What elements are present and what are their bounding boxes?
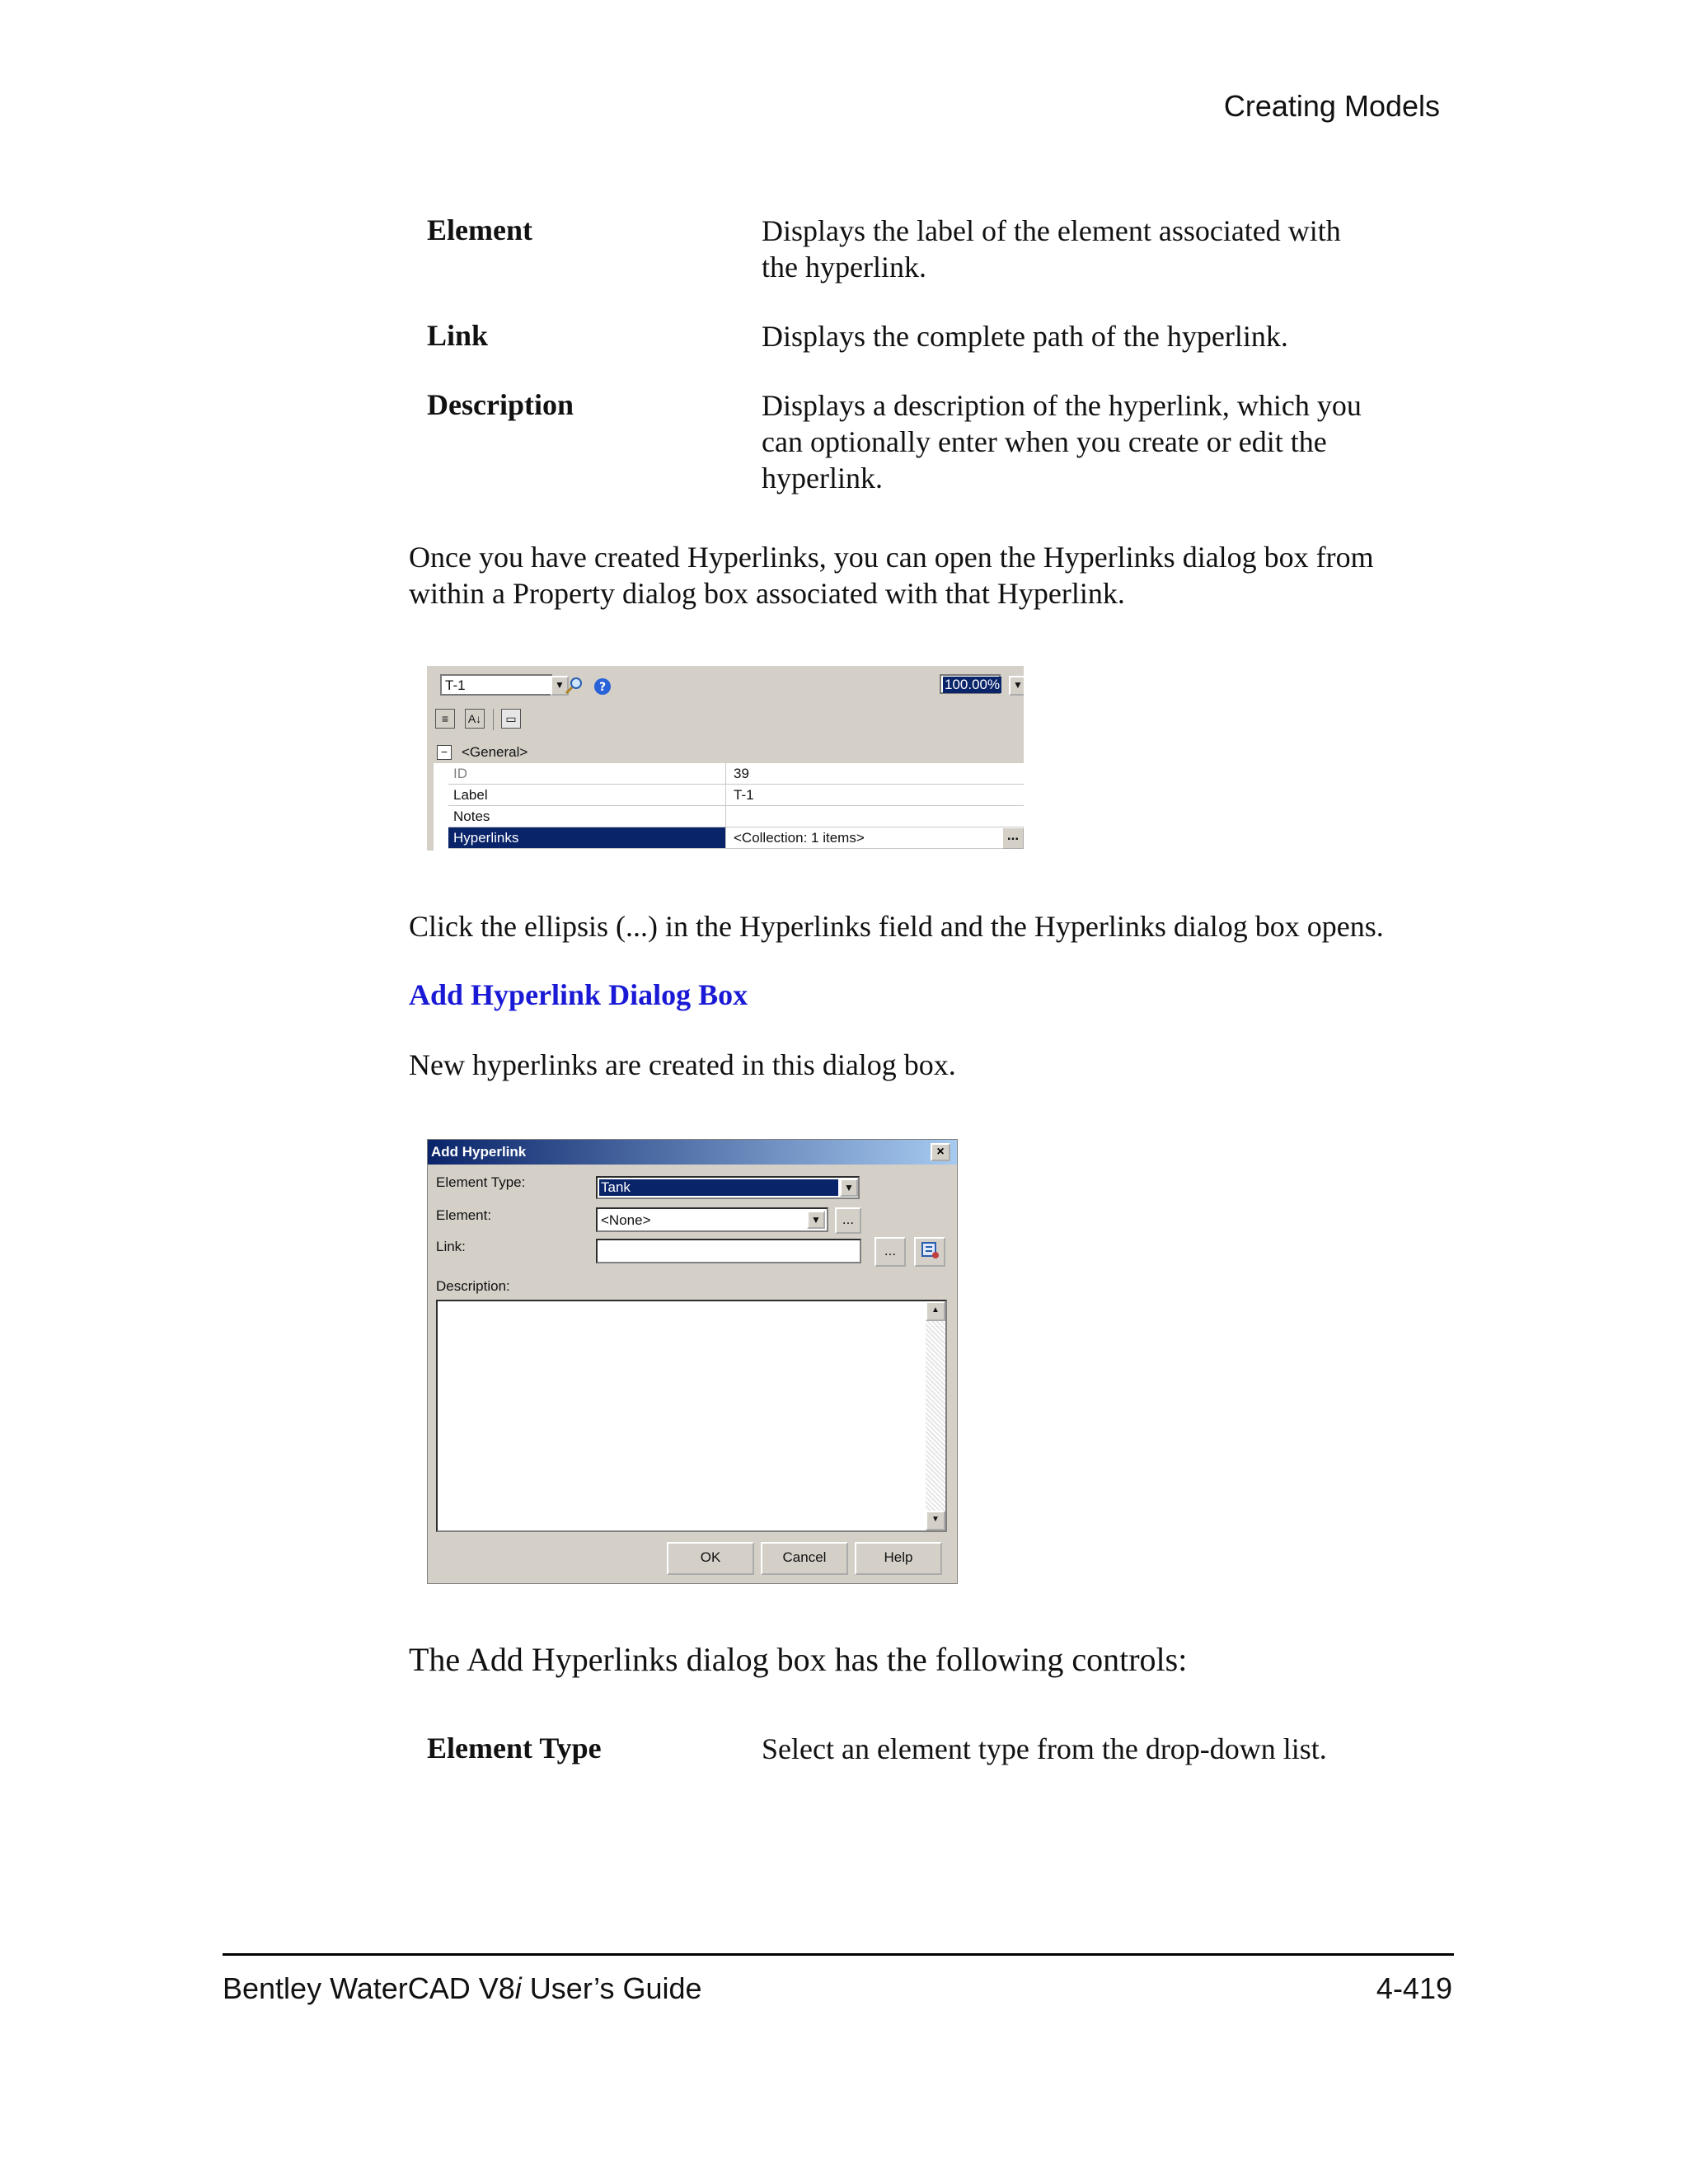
grid-toolbar xyxy=(427,702,1024,735)
desc-element-type: Select an element type from the drop-down list. xyxy=(762,1732,1327,1765)
chevron-down-icon[interactable]: ▼ xyxy=(807,1211,825,1229)
row-value: 39 xyxy=(734,766,749,781)
svg-text:?: ? xyxy=(598,681,607,694)
para-line: Once you have created Hyperlinks, you can open the Hyperlinks dialog box from xyxy=(409,541,1374,574)
desc-line: the hyperlink. xyxy=(762,251,926,284)
link-open-icon[interactable] xyxy=(914,1237,945,1267)
desc-line: Displays the label of the element associated with xyxy=(762,214,1341,247)
running-header: Creating Models xyxy=(1223,89,1440,123)
desc-line: Displays the complete path of the hyperlink. xyxy=(762,320,1288,353)
element-value: <None> xyxy=(601,1212,651,1228)
grid-row-label[interactable] xyxy=(448,785,1024,806)
close-icon[interactable]: × xyxy=(931,1143,950,1161)
row-label: Notes xyxy=(453,808,490,824)
property-grid xyxy=(434,742,1024,851)
element-combo[interactable] xyxy=(440,674,552,696)
term-link: Link xyxy=(427,319,489,352)
dialog-titlebar xyxy=(428,1140,957,1165)
term-element-type: Element Type xyxy=(427,1732,602,1765)
footer-rule xyxy=(223,1953,1454,1956)
scroll-down-icon[interactable]: ▼ xyxy=(926,1511,945,1530)
row-value: T-1 xyxy=(734,787,754,803)
column-divider xyxy=(725,806,726,827)
footer-title-suffix: User’s Guide xyxy=(521,1971,702,2005)
magnifier-icon[interactable] xyxy=(564,676,585,696)
zoom-value: 100.00% xyxy=(945,677,1001,692)
property-grid-screenshot xyxy=(427,666,1024,851)
element-label: Element: xyxy=(436,1207,492,1223)
element-type-value: Tank xyxy=(599,1179,838,1196)
element-type-label: Element Type: xyxy=(436,1174,526,1190)
para-line: within a Property dialog box associated with that Hyperlink. xyxy=(409,577,1125,610)
footer-title-italic: i xyxy=(514,1971,522,2005)
pages-icon[interactable]: ▭ xyxy=(501,709,521,729)
categorized-icon[interactable]: ≡ xyxy=(435,709,455,729)
term-description: Description xyxy=(427,388,574,421)
element-combo-value: T-1 xyxy=(445,677,466,693)
column-divider xyxy=(725,763,726,784)
cancel-button[interactable]: Cancel xyxy=(761,1542,848,1575)
desc-link xyxy=(762,318,1288,354)
category-label: <General> xyxy=(462,744,528,760)
toolbar-divider xyxy=(493,709,494,730)
help-button[interactable]: Help xyxy=(855,1542,942,1575)
dialog-title: Add Hyperlink xyxy=(431,1144,527,1160)
collapse-icon[interactable]: − xyxy=(437,745,452,760)
paragraph-new-hyperlinks: New hyperlinks are created in this dialog box. xyxy=(409,1048,956,1081)
section-heading: Add Hyperlink Dialog Box xyxy=(409,978,748,1011)
paragraph-intro xyxy=(409,539,1374,612)
row-label: Hyperlinks xyxy=(453,830,519,846)
add-hyperlink-dialog xyxy=(427,1139,958,1584)
link-browse-button[interactable]: ... xyxy=(874,1237,906,1267)
desc-element xyxy=(762,213,1341,285)
paragraph-ellipsis: Click the ellipsis (...) in the Hyperlinks field and the Hyperlinks dialog box opens. xyxy=(409,910,1384,943)
page-number: 4-419 xyxy=(1376,1971,1452,2005)
desc-description xyxy=(762,387,1362,496)
row-label: ID xyxy=(453,766,467,781)
footer-title xyxy=(223,1971,702,2006)
footer-title-main: Bentley WaterCAD V8 xyxy=(223,1971,515,2005)
hyperlinks-ellipsis-button[interactable]: ... xyxy=(1002,827,1024,849)
description-label: Description: xyxy=(436,1278,510,1294)
term-element: Element xyxy=(427,213,532,246)
desc-line: can optionally enter when you create or edit the xyxy=(762,425,1327,458)
column-divider xyxy=(725,827,726,848)
element-select[interactable] xyxy=(596,1207,828,1232)
chevron-down-icon[interactable]: ▼ xyxy=(551,676,569,696)
zoom-combo[interactable] xyxy=(940,674,1001,694)
column-divider xyxy=(725,785,726,805)
grid-row-notes[interactable] xyxy=(448,806,1024,827)
desc-line: hyperlink. xyxy=(762,462,883,494)
scroll-up-icon[interactable]: ▲ xyxy=(926,1301,945,1321)
description-scrollbar[interactable] xyxy=(926,1301,945,1530)
grid-row-id[interactable] xyxy=(448,763,1024,785)
desc-line: Displays a description of the hyperlink, which you xyxy=(762,389,1362,422)
link-input[interactable] xyxy=(596,1239,861,1263)
help-icon[interactable] xyxy=(593,677,612,696)
sort-alpha-icon[interactable]: A↓ xyxy=(465,709,485,729)
paragraph-controls: The Add Hyperlinks dialog box has the following controls: xyxy=(409,1641,1188,1678)
row-label: Label xyxy=(453,787,488,803)
ok-button[interactable]: OK xyxy=(667,1542,754,1575)
chevron-down-icon[interactable]: ▼ xyxy=(1009,676,1024,696)
link-label: Link: xyxy=(436,1239,466,1254)
grid-row-hyperlinks[interactable] xyxy=(448,827,1024,849)
category-row[interactable] xyxy=(434,742,1024,763)
description-textarea[interactable] xyxy=(436,1300,947,1532)
chevron-down-icon[interactable]: ▼ xyxy=(840,1179,858,1197)
row-value: <Collection: 1 items> xyxy=(734,830,865,846)
element-select-button[interactable]: ... xyxy=(835,1207,861,1234)
element-type-select[interactable] xyxy=(596,1176,860,1199)
